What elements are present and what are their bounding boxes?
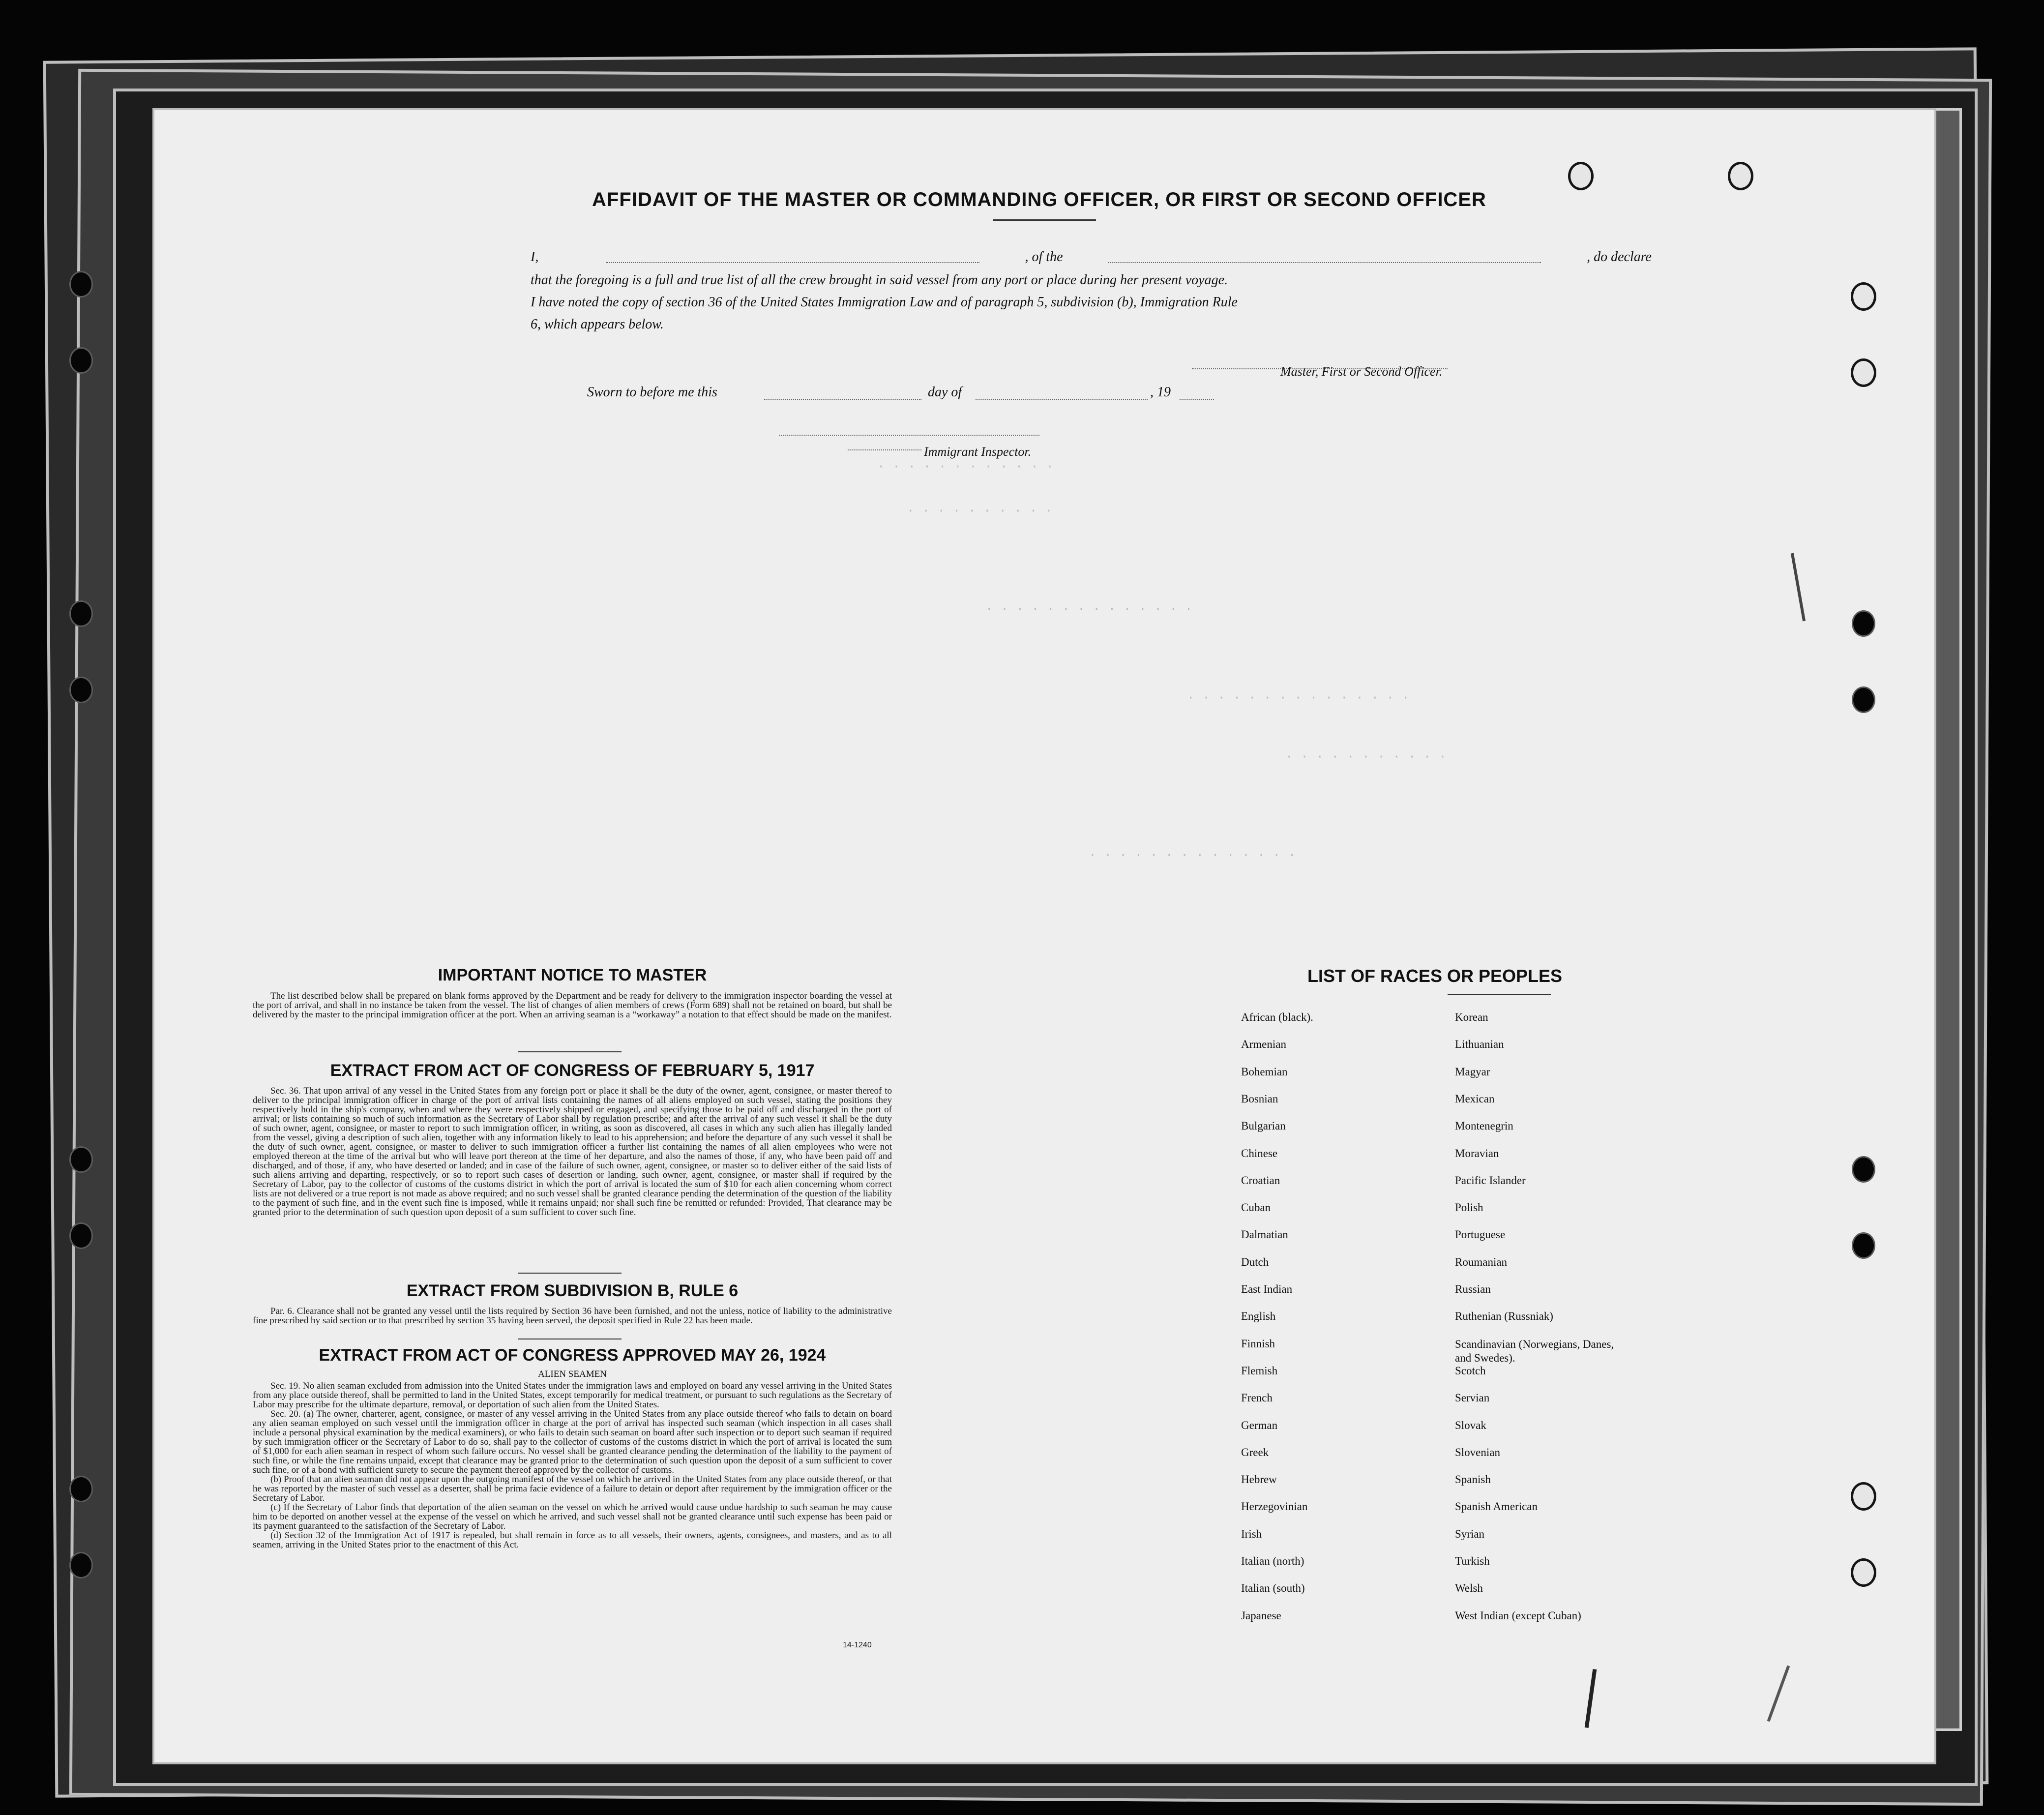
punch-hole-icon (1853, 285, 1874, 308)
extract-1917-title: EXTRACT FROM ACT OF CONGRESS OF FEBRUARY 5, 1917 (330, 1061, 815, 1080)
affidavit-of-the-label: , of the (1025, 249, 1063, 265)
race-list-item: Slovak (1455, 1419, 1486, 1431)
sec-20a-paragraph: Sec. 20. (a) The owner, charterer, agent, consignee, or master of any vessel arriving in the United States from any place outside thereof who fails to detain on board any alien seaman employed on such vessel until the immigration officer in charge at the port of arrival has inspected such seaman (which inspection in all cases shall include a personal physical examination by the medical examiners), or who fails to detain such seaman on board after such inspection or to deport such seaman if required by such immigration officer or the Secretary of Labor to do so, shall pay to the collector of customs of the customs district in which the port of arrival is located the sum of $1,000 for each alien seaman in respect of whom such failure occurs. No vessel shall be granted clearance pending the determination of the liability to the payment of such fine, or while the fine remains unpaid, except that clearance may be granted prior to the determination of such question upon the deposit of a sum sufficient to cover such fine, or of a bond with sufficient surety to secure the payment thereof approved by the collector of customs. (253, 1409, 892, 1475)
race-list-item: Mexican (1455, 1092, 1495, 1105)
bleed-through-text: · · · · · · · · · · · · (877, 459, 1054, 474)
extract-1917-paragraph: Sec. 36. That upon arrival of any vessel in the United States from any foreign port or place it shall be the duty of the owner, agent, consignee, or master thereof to deliver to the principal immigration officer in charge of the port of arrival lists containing the names of all aliens employed on such vessel, stating the positions they respectively hold in the ship's company, when and where they were respectively shipped or engaged, and specifying those to be paid off and discharged in the port of arrival; or lists containing so much of such information as the Secretary of Labor shall by regulation prescribe; and after the arrival of any such vessel it shall be the duty of such owner, agent, consignee, or master to report to such immigration officer, in writing, as soon as discovered, all cases in which any such alien has illegally landed from the vessel, giving a description of such alien, together with any information likely to lead to his apprehension; and before the departure of any such vessel it shall be the duty of such owner, agent, consignee, or master to deliver to such immigration officer a further list containing the names of all alien employees who were not employed thereon at the time of the arrival but who will leave port thereon at the time of her departure, and also the names of those, if any, who have been paid off and discharged, and of those, if any, who have deserted or landed; and in case of the failure of such owner, agent, consignee, or master so to deliver either of the said lists of such aliens arriving and departing, respectively, or so to report such cases of desertion or landing, such owner, agent, consignee, or master shall if required by the Secretary of Labor, pay to the collector of customs of the customs district in which the port of arrival is located the sum of $10 for each alien concerning whom correct lists are not delivered or a true report is not made as above required; and no such vessel shall be granted clearance pending the determination of the question of the liability to the payment of such fine, and in the event such fine is imposed, while it remains unpaid; nor shall such fine be remitted or refunded: Provided, That clearance may be granted prior to the determination of such question upon deposit of a sum sufficient to cover such fine. (253, 1086, 892, 1218)
punch-hole-icon (1570, 164, 1591, 188)
races-title: LIST OF RACES OR PEOPLES (1307, 966, 1563, 986)
extract-1924-text (253, 1381, 892, 1549)
race-list-item: Scotch (1455, 1364, 1486, 1377)
pen-mark (1767, 1666, 1790, 1722)
sec-20b-paragraph: (b) Proof that an alien seaman did not appear upon the outgoing manifest of the vessel on which he arrived in the United States from any place outside thereof, or that he was reported by the master of such vessel as a deserter, shall be prima facie evidence of a failure to detain or deport after requirement by the immigration officer or the Secretary of Labor. (253, 1474, 892, 1503)
year-label: , 19 (1150, 385, 1171, 400)
race-list-item: Spanish (1455, 1473, 1491, 1486)
notice-text (253, 991, 892, 1019)
race-list-item: Flemish (1241, 1364, 1278, 1377)
race-list-item: Irish (1241, 1527, 1262, 1540)
race-list-item: Japanese (1241, 1609, 1281, 1622)
vessel-blank (1108, 249, 1541, 263)
day-of-label: day of (928, 385, 962, 400)
punch-hole-icon (71, 349, 91, 372)
sec-19-paragraph: Sec. 19. No alien seaman excluded from admission into the United States under the immigration laws and employed on board any vessel arriving in the United States from any place outside thereof, shall be permitted to land in the United States, except temporarily for medical treatment, or pursuant to such regulations as the Secretary of Labor may prescribe for the ultimate departure, removal, or deportation of such alien from the United States. (253, 1381, 892, 1410)
affidavit-title: AFFIDAVIT OF THE MASTER OR COMMANDING OFFICER, OR FIRST OR SECOND OFFICER (592, 189, 1486, 210)
race-list-item: Italian (north) (1241, 1555, 1304, 1567)
race-list-item: Polish (1455, 1201, 1483, 1214)
bleed-through-text: · · · · · · · · · · · (1285, 749, 1447, 764)
race-list-item: English (1241, 1310, 1276, 1323)
race-list-item: German (1241, 1419, 1278, 1431)
punch-hole-icon (1853, 1561, 1874, 1584)
inspector-signature-blank (779, 430, 1039, 436)
race-list-item: Roumanian (1455, 1255, 1508, 1268)
race-list-item: Scandinavian (Norwegians, Danes, and Swedes). (1455, 1338, 1614, 1364)
punch-hole-icon (71, 1553, 91, 1577)
extract-1924-subtitle: ALIEN SEAMEN (538, 1369, 607, 1379)
extract-rule6-paragraph: Par. 6. Clearance shall not be granted any vessel until the lists required by Section 36 have been furnished, and not the unless, notice of liability to the administrative fine prescribed by said section or to that prescribed by section 35 having been served, the deposit specified in Rule 22 has been made. (253, 1306, 892, 1326)
pen-mark (1585, 1669, 1597, 1728)
race-list-item: Bulgarian (1241, 1120, 1286, 1132)
sec-20d-paragraph: (d) Section 32 of the Immigration Act of 1917 is repealed, but shall remain in force as to all vessels, their owners, agents, consignees, and masters, and as to all seamen, arriving in the United States prior to the enactment of this Act. (253, 1530, 892, 1550)
punch-hole-icon (71, 1477, 91, 1501)
punch-hole-icon (1853, 361, 1874, 385)
race-list-item: Bohemian (1241, 1065, 1288, 1078)
bleed-through-text: · · · · · · · · · · (907, 504, 1053, 518)
race-list-item: Russian (1455, 1283, 1491, 1295)
affidavit-line-4: 6, which appears below. (531, 317, 664, 332)
master-label: Master, First or Second Officer. (1280, 364, 1443, 379)
race-list-item: Portuguese (1455, 1228, 1506, 1241)
punch-hole-icon (71, 1224, 91, 1248)
race-list-item: Slovenian (1455, 1446, 1500, 1458)
affidavit-line-3: I have noted the copy of section 36 of the United States Immigration Law and of paragraph 5, subdivision (b), Immigration Rule (531, 295, 1238, 310)
race-list-item: Cuban (1241, 1201, 1271, 1214)
bleed-through-text: · · · · · · · · · · · · · · (985, 602, 1193, 617)
punch-hole-icon (71, 1148, 91, 1171)
race-list-item: Ruthenian (Russniak) (1455, 1310, 1553, 1323)
race-list-item: Hebrew (1241, 1473, 1277, 1486)
inspector-label: Immigrant Inspector. (924, 445, 1032, 459)
race-list-item: Finnish (1241, 1337, 1275, 1350)
race-list-item: Croatian (1241, 1174, 1280, 1187)
race-list-item: Pacific Islander (1455, 1174, 1526, 1187)
race-list-item: French (1241, 1392, 1273, 1404)
sworn-year-blank (1180, 388, 1214, 400)
race-list-item: Spanish American (1455, 1500, 1538, 1513)
race-list-item: Korean (1455, 1011, 1488, 1023)
form-number: 14-1240 (843, 1641, 872, 1649)
punch-hole-icon (71, 602, 91, 625)
bleed-through-text: · · · · · · · · · · · · · · · (1187, 690, 1410, 705)
race-list-item: Dalmatian (1241, 1228, 1288, 1241)
title-rule (993, 219, 1096, 221)
punch-hole-icon (1853, 1485, 1874, 1508)
affidavit-line-1 (531, 249, 1652, 265)
extract-rule6-text (253, 1307, 892, 1325)
notice-paragraph: The list described below shall be prepared on blank forms approved by the Department and be ready for delivery to the immigration inspector boarding the vessel at the port of arrival, and shall in no instance be taken from the vessel. The list of changes of alien members of crews (Form 689) shall not be retained on board, but shall be delivered by the master to the principal immigration officer at the port. When an arriving seaman is a “workaway” a notation to that effect should be made on the manifest. (253, 991, 892, 1020)
inspector-signature-blank-2 (848, 445, 921, 450)
race-list-item: Bosnian (1241, 1092, 1278, 1105)
race-list-item: West Indian (except Cuban) (1455, 1609, 1581, 1622)
punch-hole-icon (1853, 612, 1874, 635)
affidavit-declare-label: , do declare (1587, 249, 1652, 265)
race-list-item: East Indian (1241, 1283, 1293, 1295)
extract-1924-title: EXTRACT FROM ACT OF CONGRESS APPROVED MAY 26, 1924 (319, 1346, 826, 1365)
race-list-item: Servian (1455, 1392, 1490, 1404)
document-page (152, 108, 1936, 1764)
section-rule (518, 1273, 622, 1274)
punch-hole-icon (1853, 1234, 1874, 1257)
notice-title: IMPORTANT NOTICE TO MASTER (438, 966, 707, 984)
sworn-month-blank (976, 388, 1148, 400)
sec-20c-paragraph: (c) If the Secretary of Labor finds that deportation of the alien seaman on the vessel on which he arrived would cause undue hardship to such seaman he may cause him to be deported on another vessel at the expense of the vessel on which he arrived, and such vessel shall not be granted clearance until such expense has been paid or its payment guaranteed to the satisfaction of the Secretary of Labor. (253, 1502, 892, 1531)
sworn-day-blank (764, 388, 921, 400)
pen-mark (1791, 553, 1806, 622)
punch-hole-icon (71, 678, 91, 702)
race-list-item: African (black). (1241, 1011, 1313, 1023)
race-list-item: Greek (1241, 1446, 1269, 1458)
race-list-item: Herzegovinian (1241, 1500, 1308, 1513)
punch-hole-icon (71, 272, 91, 296)
bleed-through-text: · · · · · · · · · · · · · · (1089, 848, 1296, 863)
race-list-item: Italian (south) (1241, 1582, 1305, 1595)
extract-1917-text (253, 1086, 892, 1217)
affidavit-line-2: that the foregoing is a full and true list of all the crew brought in said vessel from any port or place during her present voyage. (531, 272, 1228, 288)
punch-hole-icon (1853, 688, 1874, 712)
race-list-item: Syrian (1455, 1527, 1485, 1540)
affidavit-i-label: I, (531, 249, 539, 265)
race-list-item: Welsh (1455, 1582, 1483, 1595)
race-list-item: Armenian (1241, 1038, 1286, 1051)
race-list-item: Turkish (1455, 1555, 1490, 1567)
race-list-item: Montenegrin (1455, 1120, 1513, 1132)
section-rule (518, 1051, 622, 1052)
name-blank (606, 249, 979, 263)
race-list-item: Moravian (1455, 1147, 1499, 1160)
punch-hole-icon (1853, 1158, 1874, 1181)
race-list-item: Dutch (1241, 1255, 1269, 1268)
race-list-item: Magyar (1455, 1065, 1490, 1078)
sworn-label: Sworn to before me this (587, 385, 717, 400)
race-list-item: Lithuanian (1455, 1038, 1504, 1051)
races-title-rule (1448, 994, 1551, 995)
race-list-item: Chinese (1241, 1147, 1278, 1160)
extract-rule6-title: EXTRACT FROM SUBDIVISION B, RULE 6 (406, 1281, 739, 1300)
punch-hole-icon (1730, 164, 1751, 188)
